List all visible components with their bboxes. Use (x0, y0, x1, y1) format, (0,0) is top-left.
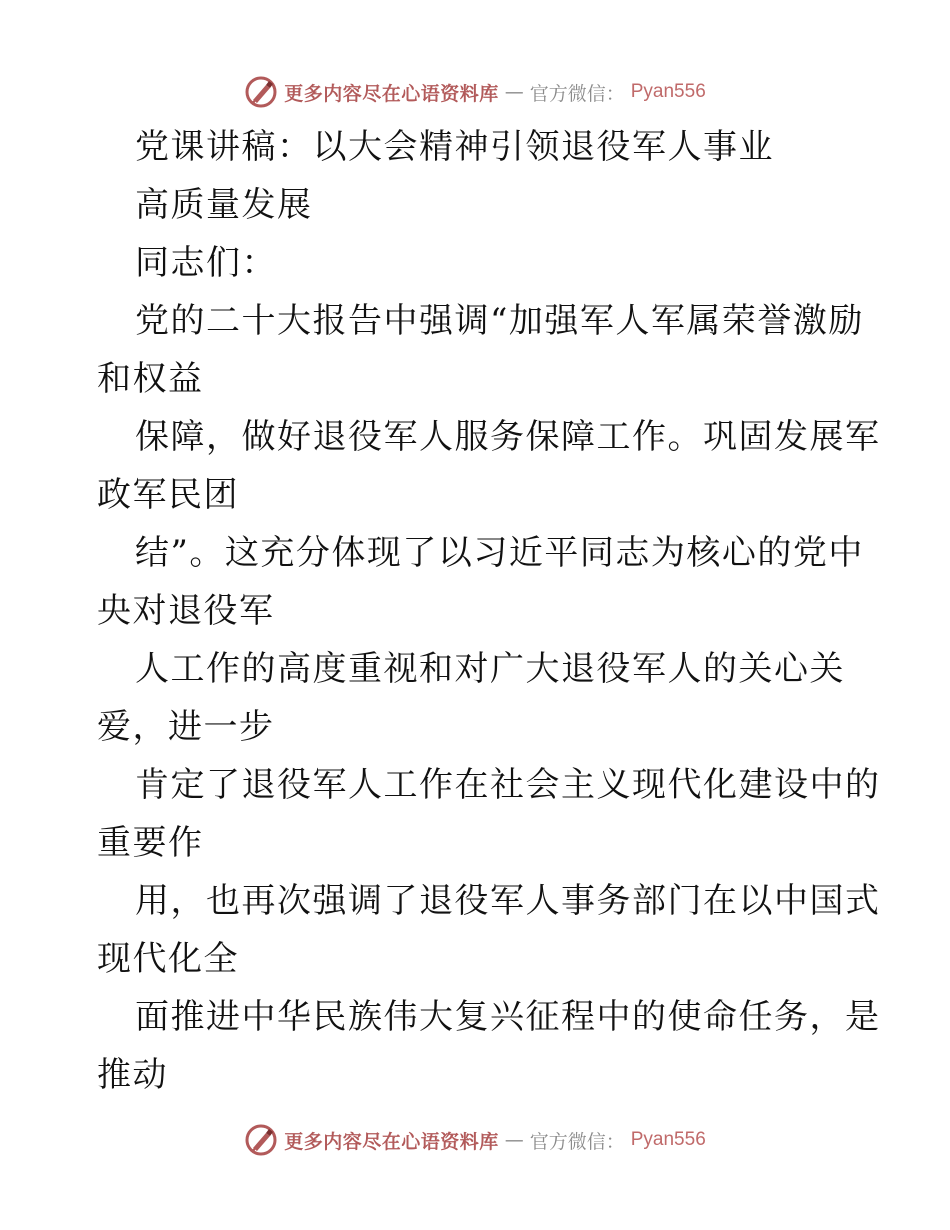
banner-main-text: 更多内容尽在心语资料库 (284, 82, 499, 105)
document-text-line: 肯定了退役军人工作在社会主义现代化建设中的 (135, 765, 881, 805)
banner-separator: — (504, 1129, 524, 1151)
banner-wechat-id: Pyan556 (630, 81, 706, 102)
header-watermark-banner (0, 72, 950, 112)
document-title-line: 党课讲稿：以大会精神引领退役军人事业 (135, 127, 774, 167)
document-text-line: 高质量发展 (135, 185, 313, 225)
banner-main-text: 更多内容尽在心语资料库 (284, 1130, 499, 1153)
document-text-line: 现代化全 (97, 939, 239, 979)
document-text-line: 保障，做好退役军人服务保障工作。巩固发展军 (135, 417, 881, 457)
document-text-line: 人工作的高度重视和对广大退役军人的关心关 (135, 649, 845, 689)
footer-watermark-banner (0, 1120, 950, 1160)
document-text-line: 推动 (97, 1055, 168, 1095)
banner-wechat-label: 官方微信： (529, 82, 625, 105)
document-text-line: 政军民团 (97, 475, 239, 515)
document-text-line: 央对退役军 (97, 591, 275, 631)
document-text-line: 爱，进一步 (97, 707, 275, 747)
document-text-line: 党的二十大报告中强调“加强军人军属荣誉激励 (135, 301, 864, 341)
banner-separator: — (504, 81, 524, 103)
document-text-line: 结”。这充分体现了以习近平同志为核心的党中 (135, 533, 864, 573)
document-text-line: 同志们： (135, 243, 277, 283)
document-text-line: 面推进中华民族伟大复兴征程中的使命任务，是 (135, 997, 881, 1037)
banner-wechat-id: Pyan556 (630, 1129, 706, 1150)
banner-wechat-label: 官方微信： (529, 1130, 625, 1153)
document-text-line: 重要作 (97, 823, 204, 863)
document-text-line: 和权益 (97, 359, 204, 399)
pen-logo-icon (244, 1123, 278, 1157)
pen-logo-icon (244, 75, 278, 109)
document-text-line: 用，也再次强调了退役军人事务部门在以中国式 (135, 881, 881, 921)
document-body (97, 118, 881, 1104)
